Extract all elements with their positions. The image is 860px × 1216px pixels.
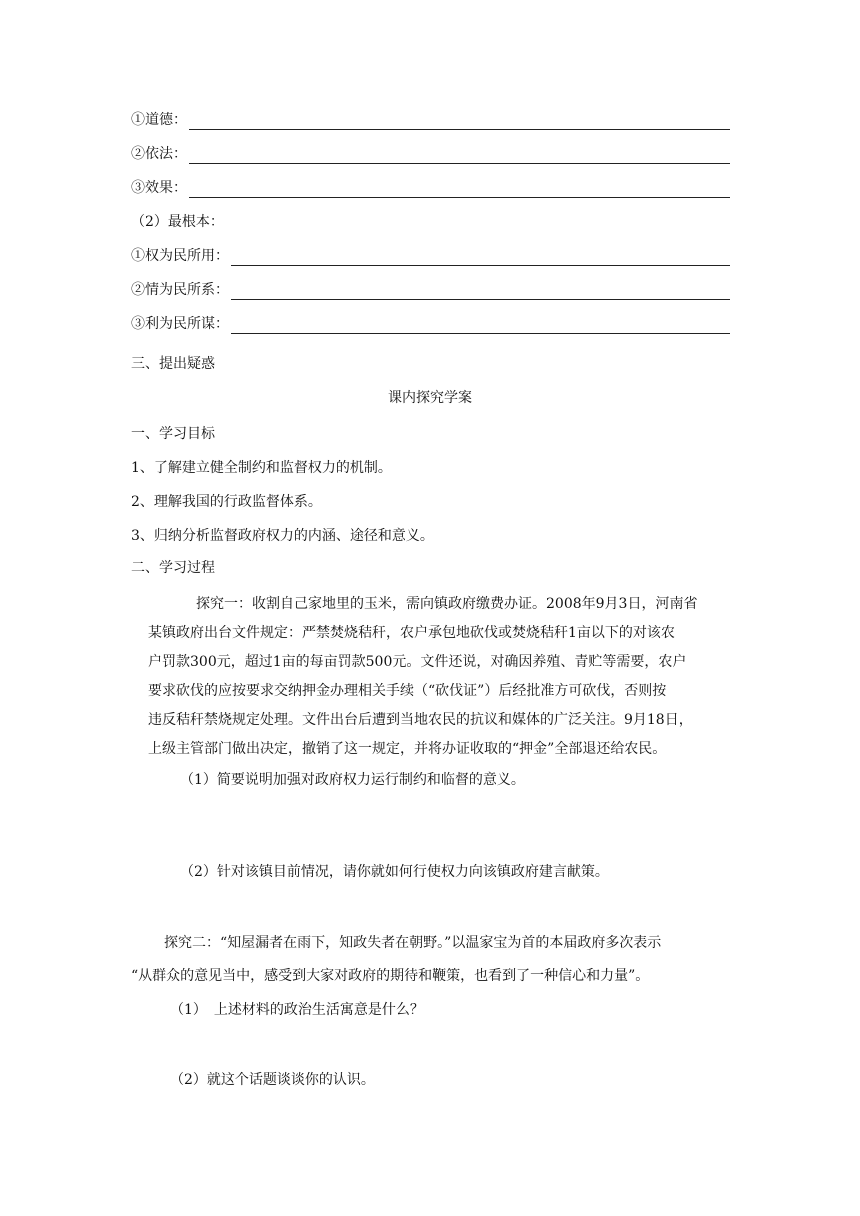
fill-row-benefit-for-people xyxy=(131,314,730,334)
inquiry-one-line: 户罚款300元，超过1亩的每亩罚款500元。文件还说，对确因养殖、青贮等需要，农户 xyxy=(148,654,687,670)
fill-row-law xyxy=(131,144,730,164)
fill-label: ①道德： xyxy=(131,112,187,128)
inquiry-one-line: 上级主管部门做出决定，撤销了这一规定，并将办证收取的“押金”全部退还给农民。 xyxy=(148,741,667,757)
inquiry-one-question-2: （2）针对该镇目前情况，请你就如何行使权力向该镇政府建言献策。 xyxy=(180,864,609,880)
process-heading: 二、学习过程 xyxy=(131,560,215,576)
fill-row-morality xyxy=(131,110,730,130)
section-raise-questions: 三、提出疑惑 xyxy=(131,356,215,372)
inquiry-two-question-1: （1） 上述材料的政治生活寓意是什么？ xyxy=(170,1002,424,1018)
fill-label: ①权为民所用： xyxy=(131,248,229,264)
answer-blank[interactable] xyxy=(231,318,730,334)
inquiry-one-line: 探究一：收割自己家地里的玉米，需向镇政府缴费办证。2008年9月3日，河南省 xyxy=(196,596,698,612)
inquiry-one-line: 违反秸秆禁烧规定处理。文件出台后遭到当地农民的抗议和媒体的广泛关注。9月18日， xyxy=(148,712,693,728)
answer-blank[interactable] xyxy=(189,114,730,130)
fill-label: ③效果： xyxy=(131,180,187,196)
objective-item: 3、归纳分析监督政府权力的内涵、途径和意义。 xyxy=(131,528,434,544)
fill-label: ②依法： xyxy=(131,146,187,162)
objective-item: 2、理解我国的行政监督体系。 xyxy=(131,494,322,510)
fill-label: ②情为民所系： xyxy=(131,282,229,298)
answer-blank[interactable] xyxy=(189,148,730,164)
inquiry-one-line: 某镇政府出台文件规定：严禁焚烧秸秆，农户承包地砍伐或焚烧秸秆1亩以下的对该农 xyxy=(148,625,675,641)
inquiry-one-question-1: （1）简要说明加强对政府权力运行制约和临督的意义。 xyxy=(180,772,525,788)
inquiry-two-question-2: （2）就这个话题谈谈你的认识。 xyxy=(170,1072,375,1088)
answer-blank[interactable] xyxy=(231,284,730,300)
inquiry-one-line: 要求砍伐的应按要求交纳押金办理相关手续（“砍伐证”）后经批准方可砍伐，否则按 xyxy=(148,683,667,699)
study-plan-title: 课内探究学案 xyxy=(388,390,472,406)
fill-label: ③利为民所谋： xyxy=(131,316,229,332)
inquiry-two-line: “从群众的意见当中，感受到大家对政府的期待和鞭策，也看到了一种信心和力量”。 xyxy=(131,968,650,984)
fill-row-effect xyxy=(131,178,730,198)
objective-item: 1、了解建立健全制约和监督权力的机制。 xyxy=(131,460,392,476)
fill-row-power-for-people xyxy=(131,246,730,266)
objectives-heading: 一、学习目标 xyxy=(131,426,215,442)
inquiry-two-line: 探究二：“知屋漏者在雨下，知政失者在朝野。”以温家宝为首的本届政府多次表示 xyxy=(164,935,662,951)
subheading-most-fundamental: （2）最根本： xyxy=(131,214,224,230)
answer-blank[interactable] xyxy=(189,182,730,198)
fill-row-feeling-for-people xyxy=(131,280,730,300)
answer-blank[interactable] xyxy=(231,250,730,266)
